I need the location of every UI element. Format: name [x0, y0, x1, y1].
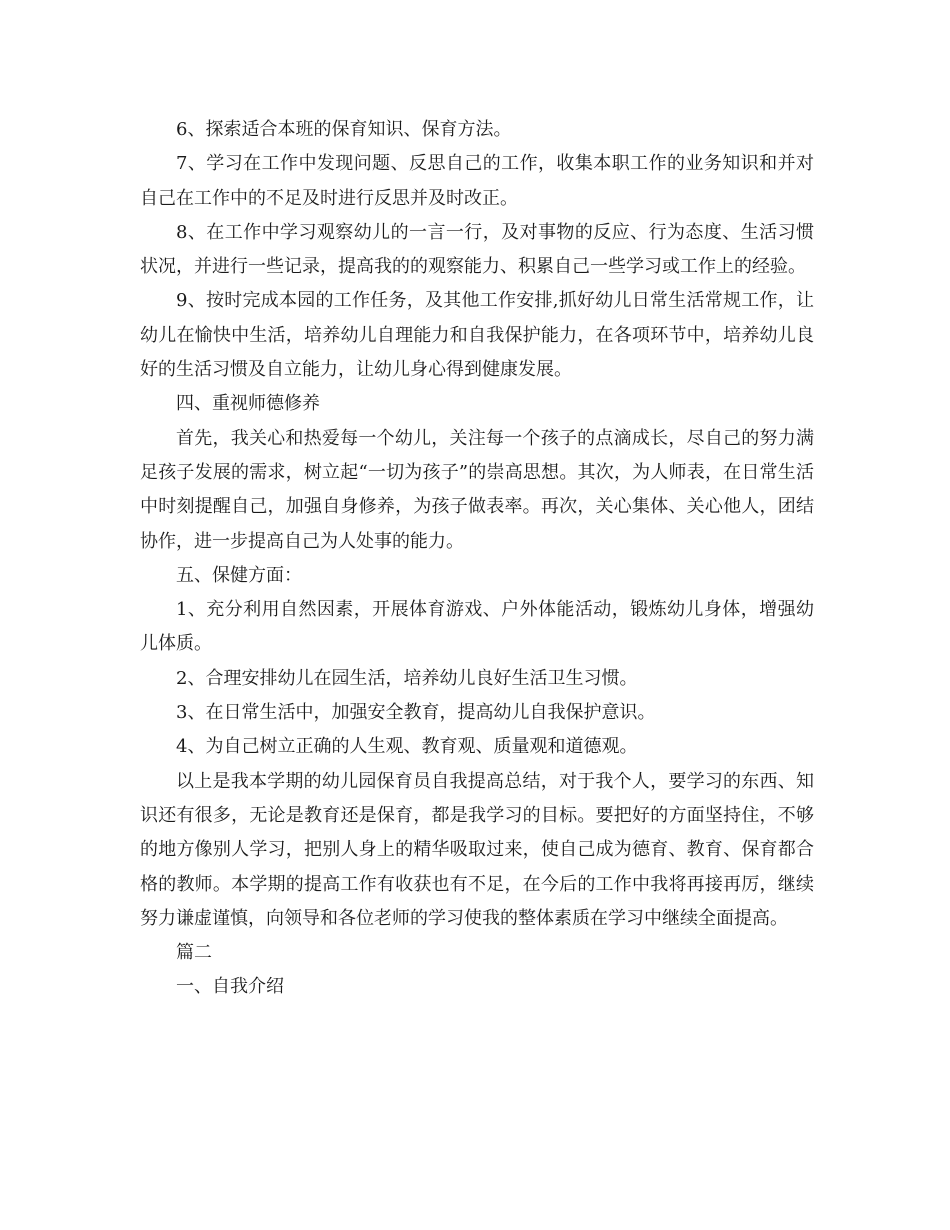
paragraph-health-2: 2、合理安排幼儿在园生活，培养幼儿良好生活卫生习惯。: [176, 667, 638, 689]
paragraph-health-1: 1、充分利用自然因素，开展体育游戏、户外体能活动，锻炼幼儿身体，增强幼儿体质。: [140, 599, 814, 655]
paragraph-summary: 以上是我本学期的幼儿园保育员自我提高总结，对于我个人，要学习的东西、知识还有很多，无论是教育还是保育，都是我学习的目标。要把好的方面坚持住，不够的地方像别人学习，把别人身上的精华吸取过来，使自己成为德育、教育、保育都合格的教师。本学期的提高工作有收获也有不足，在今后的工作中我将再接再厉，继续努力谦虚谨慎，向领导和各位老师的学习使我的整体素质在学习中继续全面提高。: [140, 770, 814, 929]
paragraph-item-7: 7、学习在工作中发现问题、反思自己的工作，收集本职工作的业务知识和并对自己在工作中的不足及时进行反思并及时改正。: [140, 153, 814, 209]
paragraph-health-4: 4、为自己树立正确的人生观、教育观、质量观和道德观。: [176, 736, 638, 758]
section-heading-health: 五、保健方面：: [176, 564, 302, 586]
document-body: [140, 113, 814, 1005]
section-heading-ethics: 四、重视师德修养: [176, 393, 320, 415]
paragraph-health-3: 3、在日常生活中，加强安全教育，提高幼儿自我保护意识。: [176, 702, 656, 724]
paragraph-item-6: 6、探索适合本班的保育知识、保育方法。: [176, 119, 512, 140]
section-heading-intro: 一、自我介绍: [176, 976, 284, 998]
part-heading: 篇二: [176, 942, 212, 964]
paragraph-item-8: 8、在工作中学习观察幼儿的一言一行，及对事物的反应、行为态度、生活习惯状况，并进行一些记录，提高我的的观察能力、积累自己一些学习或工作上的经验。: [140, 221, 814, 278]
paragraph-item-9: 9、按时完成本园的工作任务，及其他工作安排,抓好幼儿日常生活常规工作，让幼儿在愉快中生活，培养幼儿自理能力和自我保护能力，在各项环节中，培养幼儿良好的生活习惯及自立能力，让幼儿身心得到健康发展。: [140, 290, 814, 381]
paragraph-ethics: 首先，我关心和热爱每一个幼儿，关注每一个孩子的点滴成长，尽自己的努力满足孩子发展的需求，树立起“一切为孩子”的崇高思想。其次，为人师表，在日常生活中时刻提醒自己，加强自身修养，为孩子做表率。再次，关心集体、关心他人，团结协作，进一步提高自己为人处事的能力。: [140, 427, 814, 552]
